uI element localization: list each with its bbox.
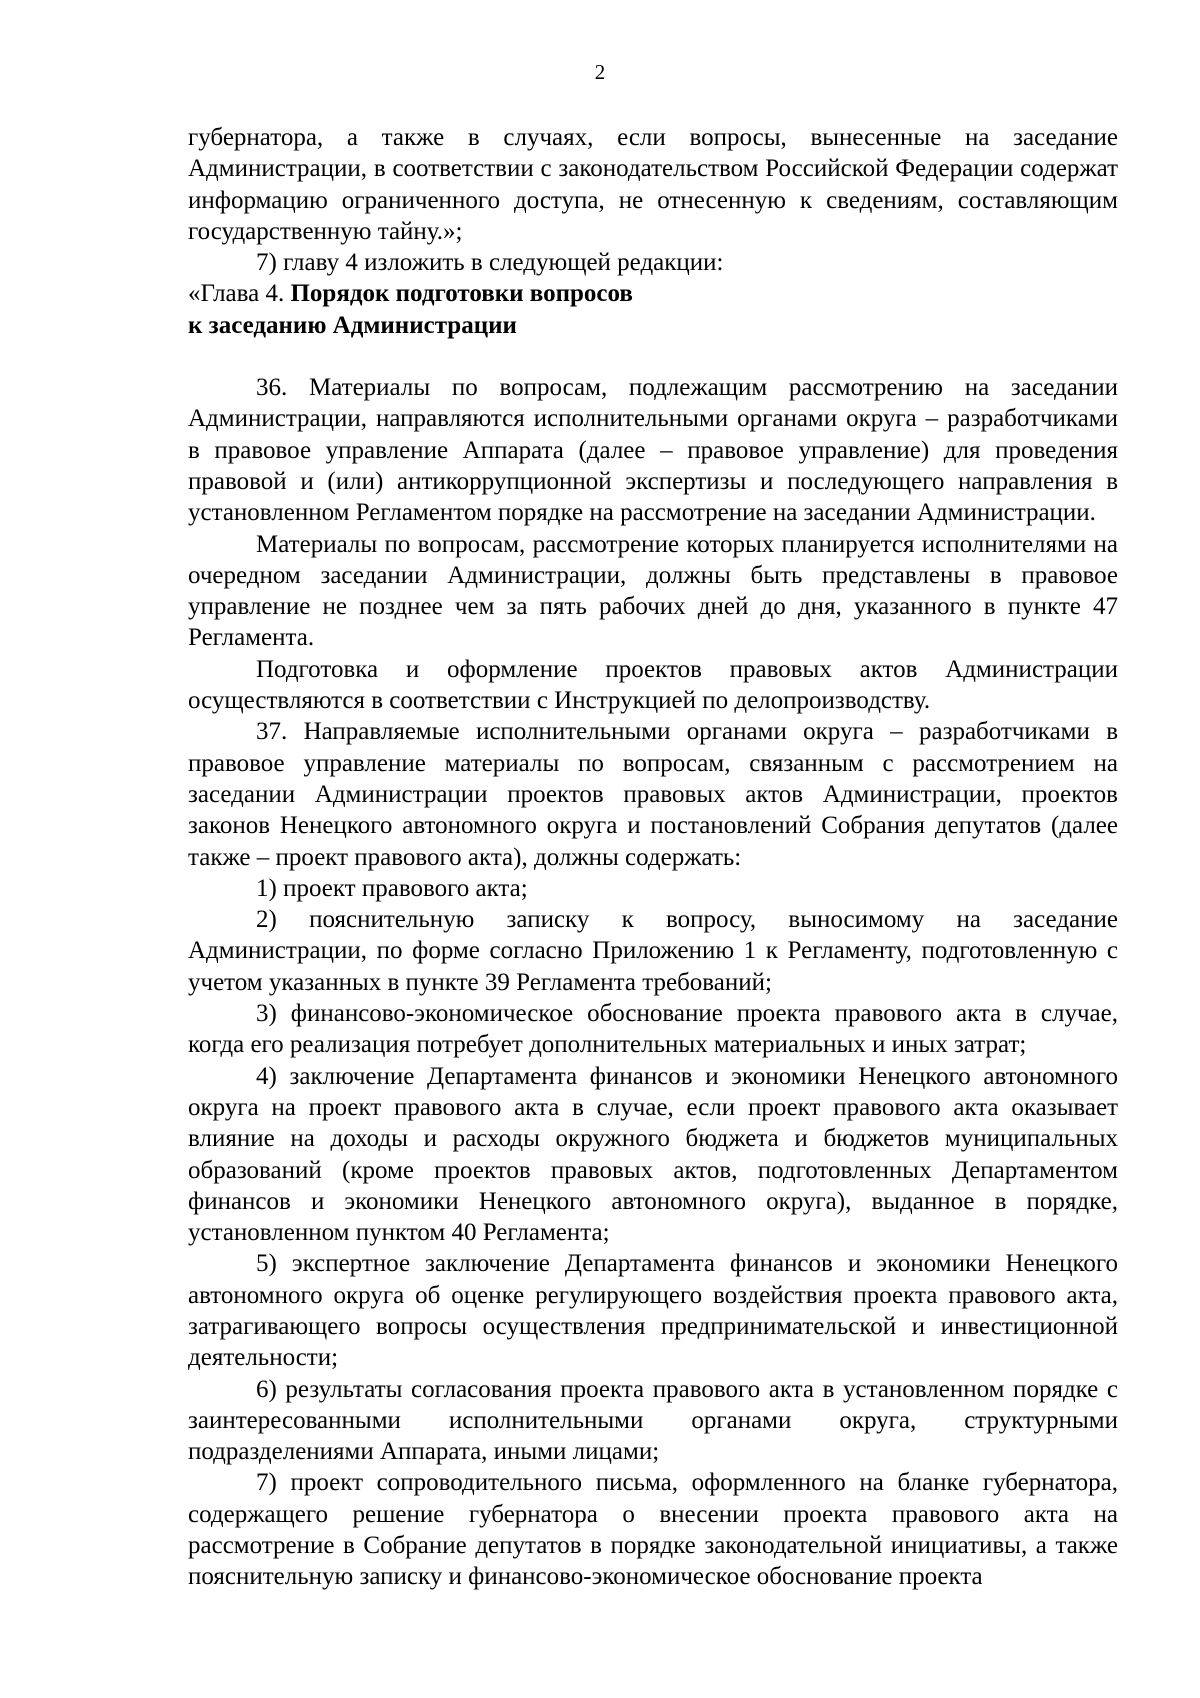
list-item-5: 5) экспертное заключение Департамента финансов и экономики Ненецкого автономного округа об оценке регулирующего воздействия проекта правового акта, затрагивающего вопросы осуществления предпринимательской и инвестиционной деятельности; [188,1250,1118,1372]
paragraph-preparation: Подготовка и оформление проектов правовых актов Администрации осуществляются в соответствии с Инструкцией по делопроизводству. [188,655,1118,715]
chapter-title-line2: к заседанию Администрации [188,311,517,339]
paragraph-37: 37. Направляемые исполнительными органами округа – разработчиками в правовое управление материалы по вопросам, связанным с рассмотрением на заседании Администрации проектов правовых актов Администрации, проектов законов Ненецкого автономного округа и постановлений Собрания депутатов (далее также – проект правового акта), должны содержать: [188,718,1118,871]
page-number: 2 [594,60,606,84]
list-item-7: 7) проект сопроводительного письма, оформленного на бланке губернатора, содержащего решение губернатора о внесении проекта правового акта на рассмотрение в Собрание депутатов в порядке законодательной инициативы, а также пояснительную записку и финансово-экономическое обоснование проекта [188,1469,1118,1591]
list-item-6: 6) результаты согласования проекта правового акта в установленном порядке с заинтересованными исполнительными органами округа, структурными подразделениями Аппарата, иными лицами; [188,1375,1118,1466]
list-item-3: 3) финансово-экономическое обоснование проекта правового акта в случае, когда его реализация потребует дополнительных материальных и иных затрат; [188,1000,1118,1059]
list-item-1: 1) проект правового акта; [256,874,528,902]
heading-spacer [188,341,1118,372]
paragraph-materials-deadline: Материалы по вопросам, рассмотрение которых планируется исполнителями на очередном заседании Администрации, должны быть представлены в правовое управление не позднее чем за пять рабочих дней до дня, указанного в пункте 47 Регламента. [188,530,1118,652]
chapter-title-line1: Порядок подготовки вопросов [290,280,633,308]
chapter-prefix: «Глава 4. [188,280,291,308]
chapter-heading-line2 [188,310,1118,341]
document-body [188,122,1118,1593]
list-item-2: 2) пояснительную записку к вопросу, выносимому на заседание Администрации, по форме согласно Приложению 1 к Регламенту, подготовленную с учетом указанных в пункте 39 Регламента требований; [188,906,1118,996]
paragraph-36: 36. Материалы по вопросам, подлежащим рассмотрению на заседании Администрации, направляются исполнительными органами округа – разработчиками в правовое управление Аппарата (далее – правовое управление) для проведения правовой и (или) антикоррупционной экспертизы и последующего направления в установленном Регламентом порядке на рассмотрение на заседании Администрации. [188,374,1118,527]
intro-paragraph: губернатора, а также в случаях, если вопросы, вынесенные на заседание Администрации, в соответствии с законодательством Российской Федерации содержат информацию ограниченного доступа, не отнесенную к сведениям, составляющим государственную тайну.»; [188,124,1118,245]
chapter-heading [188,278,1118,309]
item-7-intro: 7) главу 4 изложить в следующей редакции: [256,249,724,277]
list-item-4: 4) заключение Департамента финансов и экономики Ненецкого автономного округа на проект правового акта в случае, если проект правового акта оказывает влияние на доходы и расходы окружного бюджета и бюджетов муниципальных образований (кроме проектов правовых актов, подготовленных Департаментом финансов и экономики Ненецкого автономного округа), выданное в порядке, установленном пунктом 40 Регламента; [188,1062,1118,1247]
